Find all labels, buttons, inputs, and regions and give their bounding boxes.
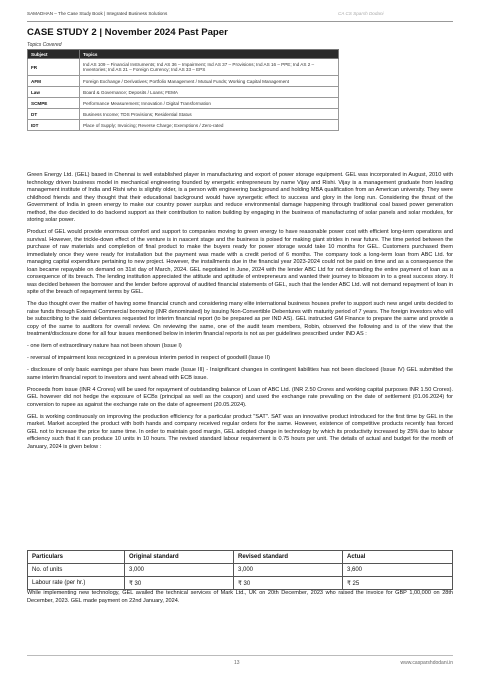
cell: ₹ 30 <box>125 577 234 590</box>
table-row <box>28 87 339 98</box>
table-row <box>28 109 339 120</box>
topics-table <box>27 49 339 131</box>
header-cell: Actual <box>343 551 453 564</box>
subject-cell: FR <box>28 59 80 76</box>
subject-cell: SCMPE <box>28 98 80 109</box>
table-row <box>28 564 453 577</box>
header-left-text: SAMADHAN – The Case Study Book | Integrated Business Solutions <box>27 11 168 16</box>
paragraph: The duo thought over the matter of having some financial crunch and considering many elite international business houses prefer to support such new angel units decided to raise funds through External Commercial borrowing (INR denominated) by issuing Non-Convertible Debentures with maturity period of 7 years. The foreign investors who will be subscribing to the said debentures requested for interim financial report (to be prepared as per IND AS). GEL instructed GM Finance to prepare the same and provide a copy of the same to auditors for overall review. On reviewing the same, one of the audit team members, Robin, observed the following and is of the view that the treatment/disclosure done for all four issues mentioned below in interim financial reports is not as per guidelines prescribed under IND AS : <box>27 301 453 338</box>
page-title: CASE STUDY 2 | November 2024 Past Paper <box>27 27 228 38</box>
subject-cell: Law <box>28 87 80 98</box>
page-header <box>27 9 453 22</box>
website-link[interactable]: www.casparshdodani.in <box>400 660 453 666</box>
issue-item: - reversal of impairment loss recognized in a previous interim period in respect of goodwill (Issue II) <box>27 355 270 362</box>
topics-cell: Board & Governance; Deposits / Loans; FEMA <box>80 87 339 98</box>
cell: 3,000 <box>125 564 234 577</box>
cell: 3,600 <box>343 564 453 577</box>
topics-header-row <box>28 50 339 59</box>
topics-header-topics: Topics <box>80 50 339 59</box>
issue-item: - one item of extraordinary nature has not been shown (Issue I) <box>27 343 182 350</box>
topics-cell: Business Income; TDS Provisions; Residential Status <box>80 109 339 120</box>
topics-cell: Place of Supply; Invoicing; Reverse Charge; Exemptions / Zero-rated <box>80 120 339 131</box>
topics-cell: Performance Measurement; Innovation / Digital Transformation <box>80 98 339 109</box>
paragraph: Proceeds from issue (INR 4 Crores) will be used for repayment of outstanding balance of Loan of ABC Ltd. (INR 2.50 Crores and working capital purposes INR 1.50 Crores). GEL however did not hedge the exposure of ECBs (principal as well as the coupon) and used the exchange rate prevailing on the date of settlement (01.06.2024) for conversion to rupee as against the exchange rate on the date of agreement (20.05.2024). <box>27 386 453 408</box>
paragraph: Green Energy Ltd. (GEL) based in Chennai is well established player in manufacturing and export of power storage equipment. GEL was incorporated in August, 2010 with technology driven business model in mechanical engineering founded by energetic entrepreneurs by name Vijay and Rishi. Vijay is a management graduate from leading management institute of India and Rishi who is slightly older, is a person with engineering background and holding MBA qualification from an American university. They were childhood friends and they thought that their educational background would have synergetic effect to success and glory in the long run. Considering the thrust of the Government of India in green energy to make our country power surplus and reduce environmental damage happening through traditional coal based power generation method, the duo decided to do backend support as their contribution to nation building by engaging in the business of manufacturing of solar panels and solar modules, for storing solar power. <box>27 172 453 224</box>
table-row <box>28 76 339 87</box>
cell: ₹ 25 <box>343 577 453 590</box>
after-table-paragraph: While implementing new technology, GEL availed the technical services of Mark Ltd., UK on 20th December, 2023 who raised the invoice for GBP 1,00,000 on 28th December, 2023. GEL made payment on 22nd January, 2024. <box>27 590 453 604</box>
cell: Labour rate (per hr.) <box>28 577 125 590</box>
subject-cell: IDT <box>28 120 80 131</box>
topics-cell: Foreign Exchange / Derivatives; Portfolio Management / Mutual Funds; Working Capital Management <box>80 76 339 87</box>
subject-cell: DT <box>28 109 80 120</box>
paragraph: Product of GEL would provide enormous comfort and support to companies moving to green energy to have reasonable power cost with efficient long-term operations and survival. However, the trickle-down effect of the venture is in nascent stage and the business is poised for making giant strides in near future. The time period between the purchase of raw materials and completion of final product to make the buyers ready for power storage would take 10 months for GEL. Customers purchased them immediately once they were ready for installation but the payment was made with a credit period of 6 months. The company took a long-term loan from ABC Ltd. for managing capital expenditure pertaining to new project. However, the installments due in the financial year 2023-2024 could not be paid on time and as a consequence the loan became repayable on demand on 31st day of March, 2024. GEL negotiated in June, 2024 with the lender ABC Ltd for not demanding the entire payment of loan as a consequence of its breach. The lending institution appreciated the attitude and aptitude of entrepreneurs and wanted their journey to blossom in to a great success story. It was decided between the borrower and the lender before approval of audited financial statements of GEL, such that the lender ABC Ltd. will not demand repayment of loan in spite of the breach of repayment terms by GEL. <box>27 229 453 296</box>
topics-header-subject: Subject <box>28 50 80 59</box>
header-right-text: CA CS Sparsh Dodani <box>338 11 384 16</box>
paragraph: GEL is working continuously on improving the production efficiency for a particular product "SAT". SAT was an innovative product introduced for the first time by GEL in the market. Market accepted the product with both hands and company received regular orders for the same. However, existence of competitive products recently has forced GEL not to increase the price for same time. In order to maintain good margin, GEL adopted change in technology by which its productivity increased by 25% due to labour efficiency such that it can produce 10 units in 10 hours. The revised standard labour requirement is 0.75 hours per unit. The details of actual and budget for the month of January, 2024 is given below : <box>27 413 453 450</box>
cell: 3,000 <box>234 564 343 577</box>
table-row <box>28 120 339 131</box>
table-row <box>28 98 339 109</box>
standards-header-row <box>28 551 453 564</box>
table-row <box>28 577 453 590</box>
subject-cell: AFM <box>28 76 80 87</box>
table-row <box>28 59 339 76</box>
standards-table <box>27 550 453 590</box>
page-number: 13 <box>234 660 240 666</box>
page-footer <box>27 655 453 666</box>
cell: No. of units <box>28 564 125 577</box>
header-cell: Revised standard <box>234 551 343 564</box>
header-cell: Original standard <box>125 551 234 564</box>
topics-cell: Ind AS 109 – Financial Instruments; Ind AS 36 – Impairment; Ind AS 37 – Provisions; Ind AS 16 – PPE; Ind AS 2 – Inventories; Ind AS 21 – Foreign Currency; Ind AS 33 – EPS <box>80 59 339 76</box>
cell: ₹ 30 <box>234 577 343 590</box>
case-body <box>27 172 453 455</box>
topics-label: Topics Covered <box>27 42 62 48</box>
issue-item: - disclosure of only basic earnings per share has been made (Issue III) - Insignificant changes in contingent liabilities has not been disclosed (Issue IV) GEL submitted the same interim financial report to investors and went ahead with ECB issue. <box>27 367 453 381</box>
header-cell: Particulars <box>28 551 125 564</box>
